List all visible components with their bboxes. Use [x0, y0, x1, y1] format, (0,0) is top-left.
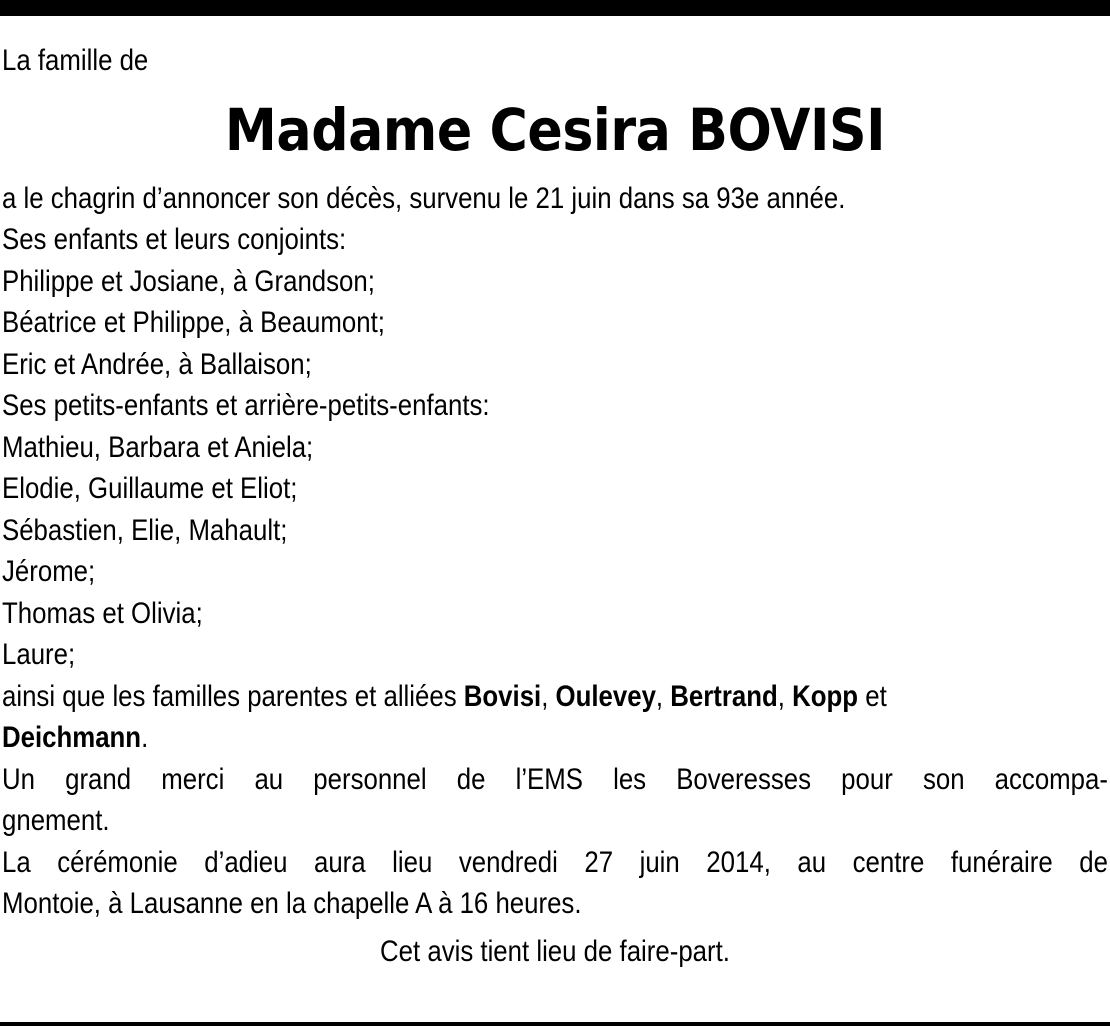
deceased-name-title: Madame Cesira BOVISI	[224, 95, 886, 164]
grandchild-line: Mathieu, Barbara et Aniela;	[2, 430, 314, 464]
child-line: Eric et Andrée, à Ballaison;	[2, 347, 312, 381]
grandchildren-heading: Ses petits-enfants et arrière-petits-enfants:	[2, 389, 490, 422]
family-name: Deichmann	[2, 721, 142, 754]
conjunction: et	[858, 679, 887, 713]
grandchild-line: Sébastien, Elie, Mahault;	[2, 513, 288, 547]
top-border-rule	[0, 0, 1110, 16]
obituary-notice	[2, 40, 1108, 972]
grandchild-line: Laure;	[2, 638, 76, 671]
child-line: Philippe et Josiane, à Grandson;	[2, 264, 375, 298]
family-name: Bertrand	[670, 679, 778, 713]
ceremony-line: La cérémonie d’adieu aura lieu vendredi 27 juin 2014, au centre funéraire de	[2, 845, 1108, 879]
bottom-border-rule	[0, 1022, 1110, 1026]
grandchild-line: Elodie, Guillaume et Eliot;	[2, 472, 298, 505]
separator: ,	[777, 679, 793, 713]
closing-statement: Cet avis tient lieu de faire-part.	[380, 934, 730, 968]
family-name: Kopp	[792, 679, 859, 713]
thanks-line-end: gnement.	[2, 804, 110, 837]
period: .	[141, 721, 149, 754]
separator: ,	[655, 679, 671, 713]
separator: ,	[541, 679, 556, 713]
announcement-line: a le chagrin d’annoncer son décès, survenu le 21 juin dans sa 93e année.	[2, 181, 846, 215]
family-name: Bovisi	[463, 679, 542, 713]
intro-text: La famille de	[2, 44, 149, 77]
child-line: Béatrice et Philippe, à Beaumont;	[2, 306, 385, 339]
ceremony-line-end: Montoie, à Lausanne en la chapelle A à 16 heures.	[2, 887, 582, 920]
grandchild-line: Jérome;	[2, 555, 96, 588]
grandchild-line: Thomas et Olivia;	[2, 596, 203, 630]
families-prefix: ainsi que les familles parentes et alliées	[2, 679, 464, 713]
family-name: Oulevey	[555, 679, 656, 713]
families-line-end	[2, 717, 1108, 759]
thanks-line: Un grand merci au personnel de l’EMS les Boveresses pour son accompa-	[2, 762, 1108, 796]
children-heading: Ses enfants et leurs conjoints:	[2, 223, 347, 256]
families-line	[2, 676, 1108, 718]
